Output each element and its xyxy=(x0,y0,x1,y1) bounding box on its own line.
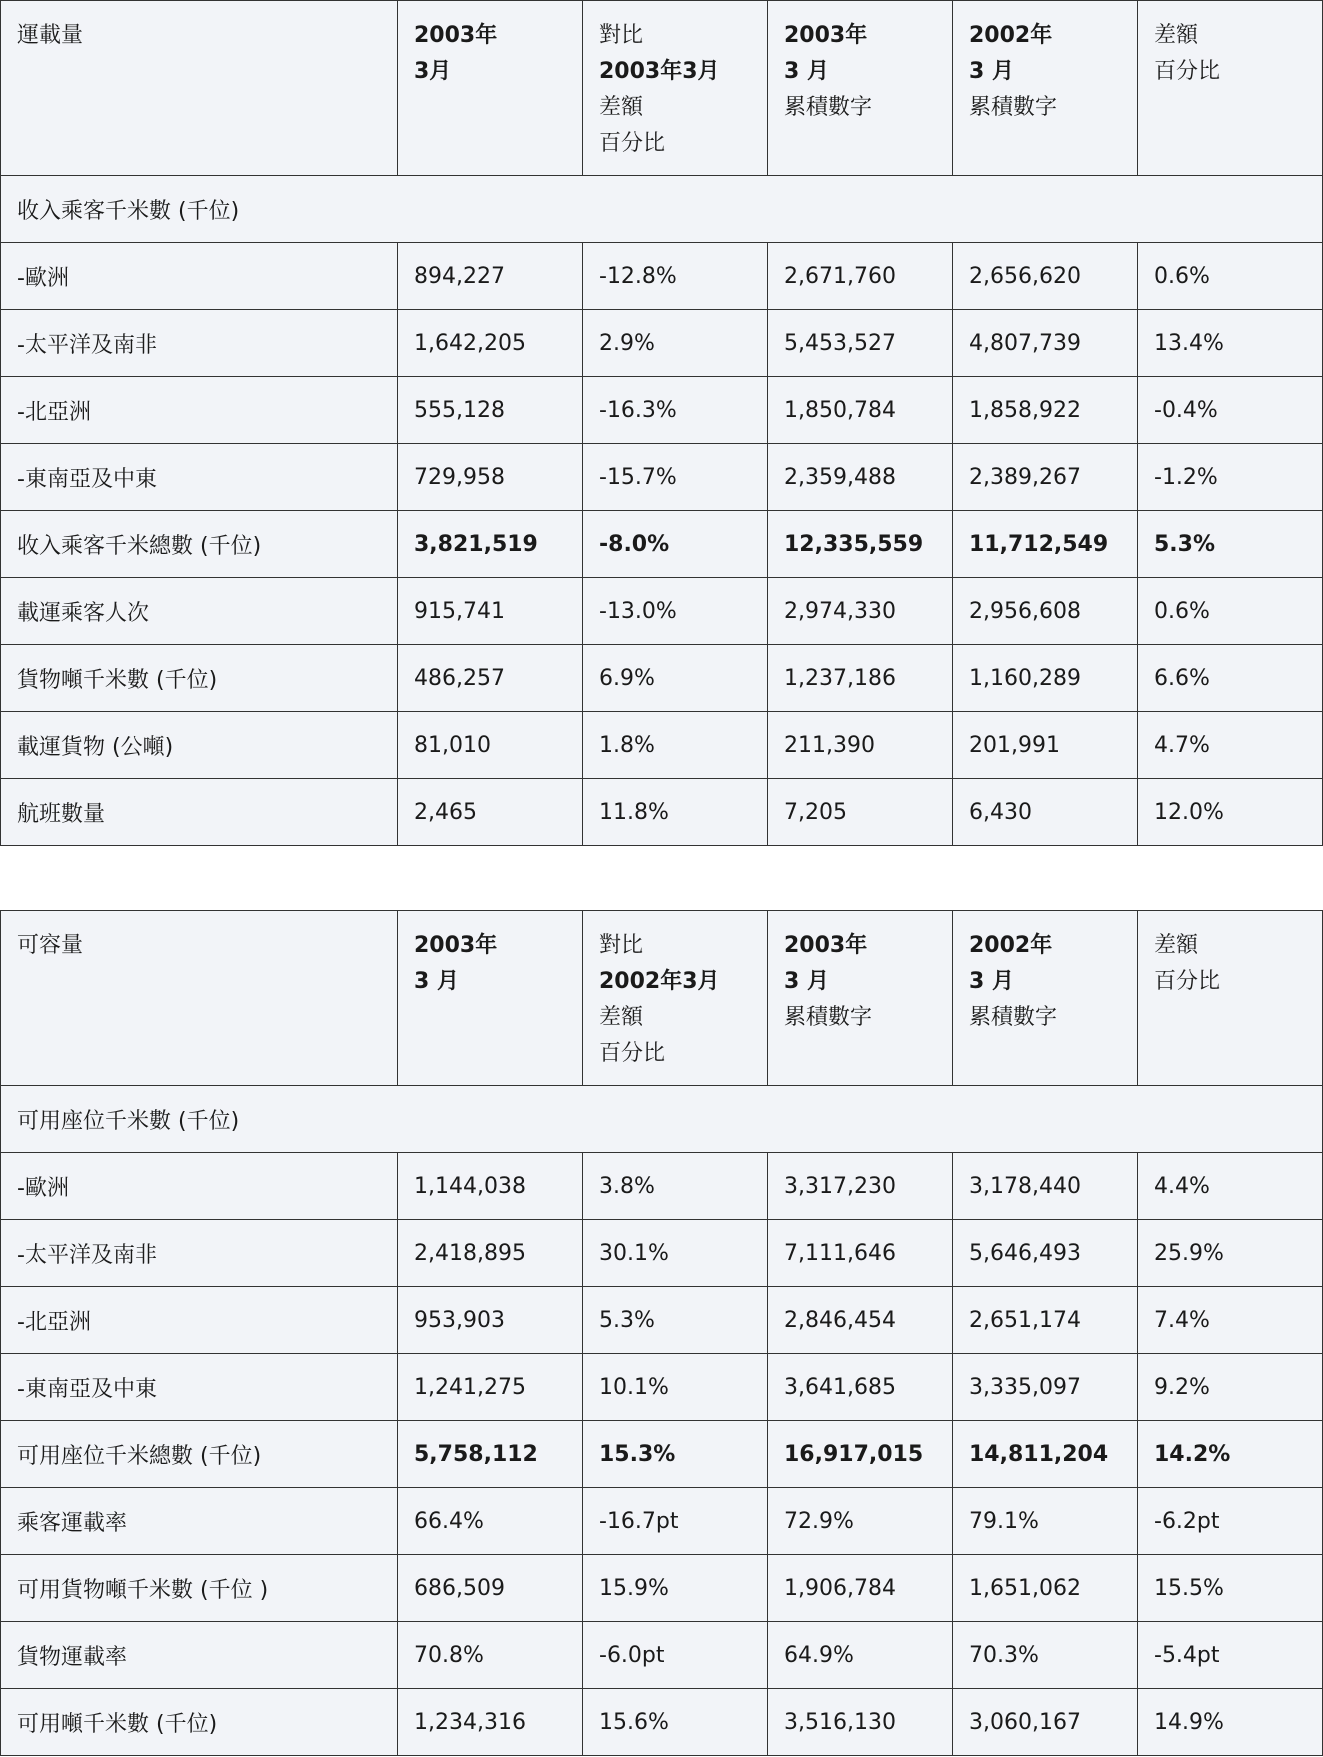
traffic-header-cell xyxy=(583,1,768,176)
capacity-value-cell: 70.3% xyxy=(953,1622,1138,1689)
capacity-value-cell: 7.4% xyxy=(1138,1287,1323,1354)
capacity-value-cell: 25.9% xyxy=(1138,1220,1323,1287)
traffic-header-line: 差額 xyxy=(599,95,644,120)
traffic-value-cell: 2,389,267 xyxy=(953,444,1138,511)
capacity-value-cell: 1,241,275 xyxy=(398,1354,583,1421)
capacity-value-cell: 953,903 xyxy=(398,1287,583,1354)
traffic-value-cell: -1.2% xyxy=(1138,444,1323,511)
traffic-header-line: 3 月 xyxy=(969,59,1014,84)
traffic-row-label: 收入乘客千米總數 (千位) xyxy=(1,511,398,578)
traffic-header-row xyxy=(1,1,1323,176)
traffic-row-label: -歐洲 xyxy=(1,243,398,310)
capacity-value-cell: 64.9% xyxy=(768,1622,953,1689)
traffic-header-line: 3月 xyxy=(414,59,452,84)
traffic-header-cell xyxy=(1,1,398,176)
capacity-row-label: -北亞洲 xyxy=(1,1287,398,1354)
capacity-value-cell: 14.9% xyxy=(1138,1689,1323,1756)
capacity-table-row xyxy=(1,1153,1323,1220)
traffic-row-label: -北亞洲 xyxy=(1,377,398,444)
capacity-value-cell: 3.8% xyxy=(583,1153,768,1220)
traffic-header-line: 差額 xyxy=(1154,23,1199,48)
traffic-row-label: 貨物噸千米數 (千位) xyxy=(1,645,398,712)
capacity-header-cell xyxy=(953,911,1138,1086)
capacity-header-line: 3 月 xyxy=(969,969,1014,994)
traffic-value-cell: 1,850,784 xyxy=(768,377,953,444)
traffic-value-cell: 11.8% xyxy=(583,779,768,846)
capacity-row-label: 乘客運載率 xyxy=(1,1488,398,1555)
capacity-row-label: -東南亞及中東 xyxy=(1,1354,398,1421)
traffic-header-line: 2002年 xyxy=(969,23,1053,48)
capacity-value-cell: 2,846,454 xyxy=(768,1287,953,1354)
capacity-value-cell: 15.9% xyxy=(583,1555,768,1622)
capacity-header-line: 3 月 xyxy=(414,969,459,994)
traffic-header-line: 對比 xyxy=(599,23,644,48)
capacity-section-label: 可用座位千米數 (千位) xyxy=(1,1086,1323,1153)
traffic-value-cell: 13.4% xyxy=(1138,310,1323,377)
capacity-value-cell: 4.4% xyxy=(1138,1153,1323,1220)
capacity-header-cell xyxy=(1,911,398,1086)
traffic-table-row xyxy=(1,310,1323,377)
traffic-table-row xyxy=(1,444,1323,511)
capacity-header-line: 差額 xyxy=(1154,933,1199,958)
capacity-value-cell: 72.9% xyxy=(768,1488,953,1555)
capacity-row-label: 可用座位千米總數 (千位) xyxy=(1,1421,398,1488)
traffic-value-cell: 6,430 xyxy=(953,779,1138,846)
traffic-value-cell: 1,642,205 xyxy=(398,310,583,377)
capacity-value-cell: 1,234,316 xyxy=(398,1689,583,1756)
capacity-header-cell xyxy=(583,911,768,1086)
capacity-header-cell xyxy=(398,911,583,1086)
capacity-table-row xyxy=(1,1488,1323,1555)
capacity-table-row xyxy=(1,1287,1323,1354)
traffic-value-cell: 12,335,559 xyxy=(768,511,953,578)
capacity-value-cell: 1,144,038 xyxy=(398,1153,583,1220)
traffic-value-cell: 2,974,330 xyxy=(768,578,953,645)
capacity-table-row xyxy=(1,1220,1323,1287)
traffic-value-cell: 11,712,549 xyxy=(953,511,1138,578)
traffic-value-cell: 894,227 xyxy=(398,243,583,310)
capacity-table-row xyxy=(1,1622,1323,1689)
capacity-value-cell: 66.4% xyxy=(398,1488,583,1555)
traffic-value-cell: 1.8% xyxy=(583,712,768,779)
traffic-table-row xyxy=(1,712,1323,779)
capacity-table-body xyxy=(1,911,1323,1756)
capacity-value-cell: 14.2% xyxy=(1138,1421,1323,1488)
capacity-value-cell: 2,651,174 xyxy=(953,1287,1138,1354)
traffic-header-cell xyxy=(768,1,953,176)
traffic-value-cell: 486,257 xyxy=(398,645,583,712)
traffic-header-line: 3 月 xyxy=(784,59,829,84)
capacity-value-cell: 2,418,895 xyxy=(398,1220,583,1287)
traffic-table xyxy=(0,0,1323,846)
traffic-row-label: -東南亞及中東 xyxy=(1,444,398,511)
traffic-table-row xyxy=(1,779,1323,846)
capacity-header-line: 2003年 xyxy=(784,933,868,958)
capacity-value-cell: 16,917,015 xyxy=(768,1421,953,1488)
capacity-value-cell: 686,509 xyxy=(398,1555,583,1622)
capacity-value-cell: 3,335,097 xyxy=(953,1354,1138,1421)
traffic-value-cell: 2,671,760 xyxy=(768,243,953,310)
capacity-value-cell: 3,516,130 xyxy=(768,1689,953,1756)
traffic-table-row xyxy=(1,578,1323,645)
traffic-header-cell xyxy=(1138,1,1323,176)
capacity-table-row xyxy=(1,1689,1323,1756)
capacity-header-line: 百分比 xyxy=(1154,969,1221,994)
traffic-table-body xyxy=(1,1,1323,846)
traffic-header-line: 2003年 xyxy=(784,23,868,48)
traffic-header-line: 2003年 xyxy=(414,23,498,48)
traffic-value-cell: 1,858,922 xyxy=(953,377,1138,444)
capacity-header-row xyxy=(1,911,1323,1086)
traffic-value-cell: 7,205 xyxy=(768,779,953,846)
capacity-table-row xyxy=(1,1421,1323,1488)
traffic-row-label: 航班數量 xyxy=(1,779,398,846)
traffic-value-cell: 729,958 xyxy=(398,444,583,511)
capacity-value-cell: 5.3% xyxy=(583,1287,768,1354)
capacity-value-cell: 3,317,230 xyxy=(768,1153,953,1220)
traffic-header-line: 累積數字 xyxy=(784,95,873,120)
traffic-value-cell: 5,453,527 xyxy=(768,310,953,377)
traffic-value-cell: -15.7% xyxy=(583,444,768,511)
traffic-table-row xyxy=(1,511,1323,578)
capacity-value-cell: 15.5% xyxy=(1138,1555,1323,1622)
traffic-header-line: 2003年3月 xyxy=(599,59,720,84)
capacity-header-line: 累積數字 xyxy=(969,1005,1058,1030)
traffic-value-cell: 2,359,488 xyxy=(768,444,953,511)
traffic-value-cell: 0.6% xyxy=(1138,243,1323,310)
capacity-header-line: 可容量 xyxy=(17,933,84,958)
traffic-value-cell: 4.7% xyxy=(1138,712,1323,779)
traffic-section-row xyxy=(1,176,1323,243)
traffic-value-cell: 81,010 xyxy=(398,712,583,779)
capacity-table-row xyxy=(1,1354,1323,1421)
capacity-value-cell: 5,646,493 xyxy=(953,1220,1138,1287)
capacity-header-line: 百分比 xyxy=(599,1041,666,1066)
traffic-value-cell: 211,390 xyxy=(768,712,953,779)
traffic-section-label: 收入乘客千米數 (千位) xyxy=(1,176,1323,243)
traffic-value-cell: 2.9% xyxy=(583,310,768,377)
traffic-value-cell: 6.9% xyxy=(583,645,768,712)
traffic-value-cell: 555,128 xyxy=(398,377,583,444)
capacity-value-cell: 79.1% xyxy=(953,1488,1138,1555)
capacity-value-cell: 3,178,440 xyxy=(953,1153,1138,1220)
capacity-value-cell: 7,111,646 xyxy=(768,1220,953,1287)
capacity-value-cell: -5.4pt xyxy=(1138,1622,1323,1689)
capacity-value-cell: 3,060,167 xyxy=(953,1689,1138,1756)
traffic-value-cell: -8.0% xyxy=(583,511,768,578)
traffic-table-row xyxy=(1,645,1323,712)
traffic-value-cell: 6.6% xyxy=(1138,645,1323,712)
capacity-header-line: 2002年3月 xyxy=(599,969,720,994)
traffic-table-row xyxy=(1,377,1323,444)
capacity-header-line: 對比 xyxy=(599,933,644,958)
traffic-header-line: 運載量 xyxy=(17,23,84,48)
traffic-header-line: 百分比 xyxy=(599,131,666,156)
traffic-value-cell: 5.3% xyxy=(1138,511,1323,578)
capacity-header-line: 累積數字 xyxy=(784,1005,873,1030)
traffic-table-row xyxy=(1,243,1323,310)
traffic-header-line: 累積數字 xyxy=(969,95,1058,120)
capacity-value-cell: -6.2pt xyxy=(1138,1488,1323,1555)
traffic-value-cell: 2,465 xyxy=(398,779,583,846)
capacity-table xyxy=(0,910,1323,1756)
capacity-row-label: 可用噸千米數 (千位) xyxy=(1,1689,398,1756)
traffic-header-cell xyxy=(953,1,1138,176)
capacity-header-line: 2003年 xyxy=(414,933,498,958)
traffic-value-cell: 2,656,620 xyxy=(953,243,1138,310)
traffic-value-cell: 1,160,289 xyxy=(953,645,1138,712)
traffic-value-cell: 915,741 xyxy=(398,578,583,645)
capacity-header-line: 差額 xyxy=(599,1005,644,1030)
traffic-header-line: 百分比 xyxy=(1154,59,1221,84)
capacity-row-label: -歐洲 xyxy=(1,1153,398,1220)
capacity-value-cell: 10.1% xyxy=(583,1354,768,1421)
capacity-value-cell: 70.8% xyxy=(398,1622,583,1689)
traffic-value-cell: -12.8% xyxy=(583,243,768,310)
traffic-row-label: 載運貨物 (公噸) xyxy=(1,712,398,779)
traffic-value-cell: 201,991 xyxy=(953,712,1138,779)
capacity-value-cell: 5,758,112 xyxy=(398,1421,583,1488)
traffic-value-cell: 2,956,608 xyxy=(953,578,1138,645)
capacity-value-cell: -6.0pt xyxy=(583,1622,768,1689)
capacity-row-label: 貨物運載率 xyxy=(1,1622,398,1689)
traffic-value-cell: -0.4% xyxy=(1138,377,1323,444)
traffic-value-cell: 4,807,739 xyxy=(953,310,1138,377)
capacity-value-cell: 9.2% xyxy=(1138,1354,1323,1421)
traffic-value-cell: -13.0% xyxy=(583,578,768,645)
capacity-row-label: 可用貨物噸千米數 (千位 ) xyxy=(1,1555,398,1622)
traffic-value-cell: 3,821,519 xyxy=(398,511,583,578)
traffic-row-label: -太平洋及南非 xyxy=(1,310,398,377)
traffic-value-cell: 1,237,186 xyxy=(768,645,953,712)
capacity-value-cell: 15.6% xyxy=(583,1689,768,1756)
traffic-value-cell: -16.3% xyxy=(583,377,768,444)
capacity-value-cell: 30.1% xyxy=(583,1220,768,1287)
capacity-header-cell xyxy=(768,911,953,1086)
capacity-header-cell xyxy=(1138,911,1323,1086)
capacity-row-label: -太平洋及南非 xyxy=(1,1220,398,1287)
capacity-header-line: 2002年 xyxy=(969,933,1053,958)
capacity-value-cell: 3,641,685 xyxy=(768,1354,953,1421)
capacity-value-cell: -16.7pt xyxy=(583,1488,768,1555)
traffic-value-cell: 12.0% xyxy=(1138,779,1323,846)
traffic-value-cell: 0.6% xyxy=(1138,578,1323,645)
capacity-value-cell: 15.3% xyxy=(583,1421,768,1488)
traffic-row-label: 載運乘客人次 xyxy=(1,578,398,645)
capacity-section-row xyxy=(1,1086,1323,1153)
capacity-value-cell: 1,651,062 xyxy=(953,1555,1138,1622)
traffic-header-cell xyxy=(398,1,583,176)
capacity-table-row xyxy=(1,1555,1323,1622)
capacity-value-cell: 1,906,784 xyxy=(768,1555,953,1622)
capacity-header-line: 3 月 xyxy=(784,969,829,994)
capacity-value-cell: 14,811,204 xyxy=(953,1421,1138,1488)
